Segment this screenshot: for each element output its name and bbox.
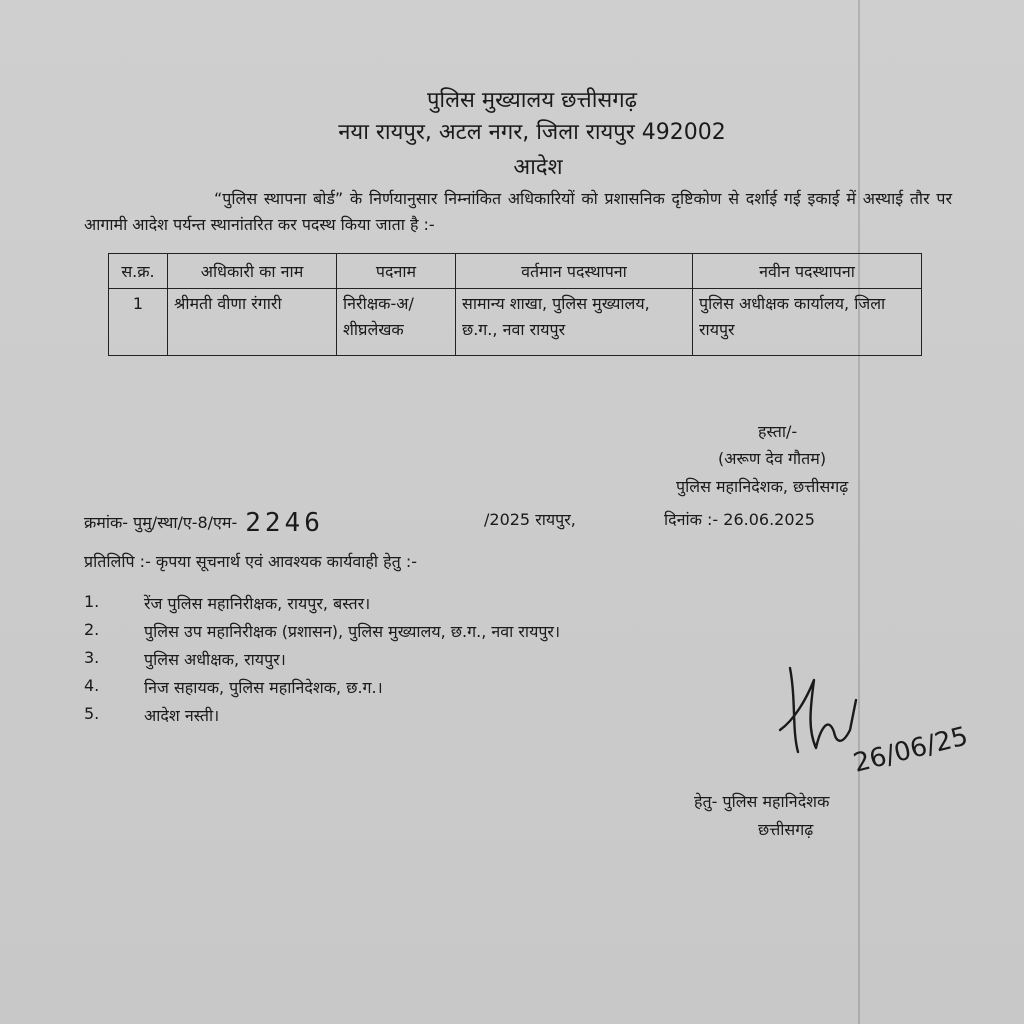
forwarding-designation: हेतु- पुलिस महानिदेशक xyxy=(694,792,830,811)
cell-serial: 1 xyxy=(109,289,168,356)
list-item-text: आदेश नस्ती। xyxy=(144,706,220,725)
cell-designation: निरीक्षक-अ/ शीघ्रलेखक xyxy=(337,289,456,356)
intro-paragraph: “पुलिस स्थापना बोर्ड” के निर्णयानुसार निम्नांकित अधिकारियों को प्रशासनिक दृष्टिकोण से दर्शाई गई इकाई में अस्थाई तौर पर आगामी आदेश पर्यन्त स्थानांतरित कर पदस्थ किया जाता है :- xyxy=(84,189,952,234)
header-order-title: आदेश xyxy=(513,155,563,180)
header-office: पुलिस मुख्यालय छत्तीसगढ़ xyxy=(426,88,638,113)
signatory-name: (अरूण देव गौतम) xyxy=(718,449,827,468)
signatory-designation: पुलिस महानिदेशक, छत्तीसगढ़ xyxy=(676,477,849,496)
list-item-number: 3. xyxy=(84,648,100,667)
col-new-posting: नवीन पदस्थापना xyxy=(693,254,922,289)
signature-stroke xyxy=(780,668,856,752)
reference-date: दिनांक :- 26.06.2025 xyxy=(664,510,815,529)
col-current-posting: वर्तमान पदस्थापना xyxy=(456,254,693,289)
signed-mark: हस्ता/- xyxy=(758,422,798,441)
cell-current-posting: सामान्य शाखा, पुलिस मुख्यालय, छ.ग., नवा रायपुर xyxy=(456,289,693,356)
reference-handwritten-number: 2246 xyxy=(245,508,324,538)
list-item-text: पुलिस अधीक्षक, रायपुर। xyxy=(144,650,286,669)
copy-to-intro: प्रतिलिपि :- कृपया सूचनार्थ एवं आवश्यक कार्यवाही हेतु :- xyxy=(84,552,418,571)
col-officer-name: अधिकारी का नाम xyxy=(168,254,337,289)
table-header-row xyxy=(109,254,922,289)
list-item-text: पुलिस उप महानिरीक्षक (प्रशासन), पुलिस मुख्यालय, छ.ग., नवा रायपुर। xyxy=(144,622,561,641)
cell-officer-name: श्रीमती वीणा रंगारी xyxy=(168,289,337,356)
reference-number xyxy=(84,508,324,538)
transfer-table xyxy=(108,253,922,356)
list-item-text: निज सहायक, पुलिस महानिदेशक, छ.ग.। xyxy=(144,678,383,697)
list-item-number: 5. xyxy=(84,704,100,723)
list-item-number: 2. xyxy=(84,620,100,639)
col-serial: स.क्र. xyxy=(109,254,168,289)
handwritten-signature xyxy=(776,660,986,780)
header-address: नया रायपुर, अटल नगर, जिला रायपुर 492002 xyxy=(338,120,726,145)
list-item-number: 4. xyxy=(84,676,100,695)
col-designation: पदनाम xyxy=(337,254,456,289)
reference-year-place: /2025 रायपुर, xyxy=(484,510,576,529)
table-row xyxy=(109,289,922,356)
reference-prefix: क्रमांक- पुमु/स्था/ए-8/एम- xyxy=(84,513,238,532)
list-item-text: रेंज पुलिस महानिरीक्षक, रायपुर, बस्तर। xyxy=(144,594,371,613)
list-item-number: 1. xyxy=(84,592,100,611)
cell-new-posting: पुलिस अधीक्षक कार्यालय, जिला रायपुर xyxy=(693,289,922,356)
forwarding-state: छत्तीसगढ़ xyxy=(758,820,814,839)
handwritten-date: 26/06/25 xyxy=(850,721,972,779)
